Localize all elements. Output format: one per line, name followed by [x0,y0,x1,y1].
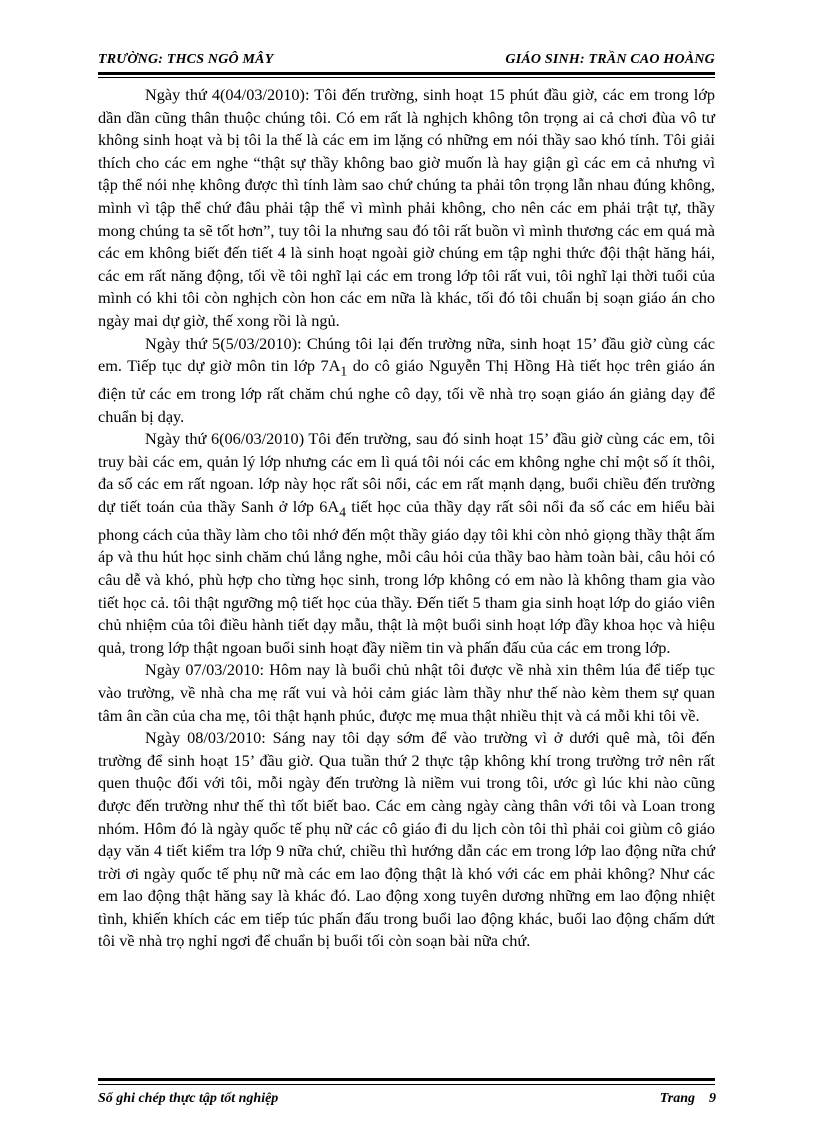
paragraph-text: Ngày 08/03/2010: Sáng nay tôi dạy sớm để vào trường vì ở dưới quê mà, tôi đến trường để sinh hoạt 15’ đầu giờ. Qua tuần thứ 2 thực tập không khí trong trường trở nên rất quen thuộc đối với tôi, mỗi ngày đến trường là niềm vui trong tôi, ước gì lúc khi nào cũng được đến trường như thế thì tốt biết bao. Các em càng ngày càng thân với tôi và Loan trong nhóm. Hôm đó là ngày quốc tế phụ nữ các cô giáo đi du lịch còn tôi thì phải coi giùm cô giáo dạy văn 4 tiết kiểm tra lớp 9 nữa chứ, chiều thì hướng dẫn các em trong lớp lao động nữa chứ trời ơi ngày quốc tế phụ nữ mà các em lao động thật là khó với các em phải không? Như các em lao động thật hăng say là khác đó. Lao động xong tuyên dương những em lao động nhiệt tình, khiến khích các em tiếp túc phấn đấu trong buổi lao động khác, buổi lao động chấm dứt tôi về nhà trọ nghỉ ngơi để chuẩn bị buổi tối còn soạn bài nữa chứ. [98,728,715,951]
footer-rule-thick [98,1078,715,1081]
body-paragraph [98,84,715,333]
page-label: Trang [659,1091,695,1106]
body-paragraph [98,333,715,429]
paragraph-text: do cô giáo Nguyễn Thị Hồng Hà tiết học trên giáo án điện tử các em trong lớp rất chăm chú nghe cô dạy, tối về nhà trọ soạn giáo án giảng dạy để chuẩn bị dạy. [98,356,715,426]
page-number-label [660,1091,716,1107]
paragraph-text: Ngày thứ 5(5/03/2010): Chúng tôi lại đến trường nữa, sinh hoạt 15’ đầu giờ cùng các em. Tiếp tục dự giờ môn tin lớp 7A [98,333,715,376]
footer-title: Sổ ghi chép thực tập tốt nghiệp [98,1091,279,1106]
body-text [98,84,715,953]
header-rule-thin [98,77,715,78]
footer-rule-thin [98,1084,715,1085]
header-student-teacher: GIÁO SINH: TRẦN CAO HOÀNG [505,52,715,67]
paragraph-text: tiết học của thầy dạy rất sôi nổi đa số các em hiểu bài phong cách của thầy làm cho tôi nhớ đến một thầy giáo dạy tôi khi còn nhỏ giọng thầy thật ấm áp và thu hút học sinh chăm chú lắng nghe, mỗi câu hỏi của thầy bao hàm toàn bài, câu hỏi có câu dễ và khó, phù hợp cho từng học sinh, trong lớp không có em nào là không tham gia vào tiết học cả. tôi thật ngưỡng mộ tiết học của thầy. Đến tiết 5 tham gia sinh hoạt lớp do giáo viên chủ nhiệm của tôi điều hành tiết dạy mẫu, thật là một buổi sinh hoạt lớp đầy khoa học và hiệu quả, trong lớp thật ngoan buổi sinh hoạt đầy niềm tin và phấn đấu của các em trong lớp. [98,496,716,657]
paragraph-text: Ngày thứ 4(04/03/2010): Tôi đến trường, sinh hoạt 15 phút đầu giờ, các em trong lớp dần dần cũng thân thuộc chúng tôi. Có em rất là nghịch không tôn trọng ai cả chơi đùa vô tư không sinh hoạt và bị tôi la thế là các em im lặng có những em nói thầy sao khó tính. Tôi giải thích cho các em nghe “thật sự thầy không bao giờ muốn là hay giận gì các em cả nhưng vì tập thể nói nhẹ không được thì tính làm sao chứ chúng ta phải tôn trọng lẫn nhau đúng không, mình vì tập thể chứ đâu phải tập thể vì mình phải không, cho nên các em phải trật tự, thầy mong chúng ta sẽ tốt hơn”, tuy tôi la nhưng sau đó tôi rất buồn vì mình thương các em quá mà các em không biết đến tiết 4 là sinh hoạt ngoài giờ chúng em tập nghi thức đội thật hăng hái, các em rất năng động, tối về tôi nghĩ lại các em trong lớp tôi rất vui, tôi nghĩ lại thời tuổi của mình có khi tôi còn nghịch còn hon các em nữa là khác, tối đó tôi chuẩn bị soạn giáo án cho ngày mai dự giờ, thế xong rồi là ngủ. [98,85,715,330]
paragraph-text: Ngày thứ 6(06/03/2010) Tôi đến trường, sau đó sinh hoạt 15’ đầu giờ cùng các em, tôi truy bài các em, quản lý lớp nhưng các em lì quá tôi nói các em không nghe chỉ một số ít thôi, đa số các em rất ngoan. lớp này học rất sôi nổi, các em rất mạnh dạng, buổi chiều đến trường dự tiết toán của thầy Sanh ở lớp 6A [98,429,715,516]
subscript-text: 4 [339,504,346,520]
subscript-text: 1 [340,363,348,379]
body-paragraph [98,659,715,727]
page-header [98,50,715,72]
body-paragraph [98,727,715,953]
page-number: 9 [709,1091,716,1106]
paragraph-text: Ngày 07/03/2010: Hôm nay là buổi chủ nhật tôi được về nhà xin thêm lúa để tiếp tục vào trường, về nhà cha mẹ rất vui và hỏi cảm giác làm thầy như thế nào kèm them sự quan tâm ân cần của cha mẹ, tôi thật hạnh phúc, được mẹ mua thật nhiều thịt và cá mỗi khi tôi về. [98,660,715,725]
header-school: TRƯỜNG: THCS NGÔ MÂY [98,52,274,67]
body-paragraph [98,428,715,659]
header-rule-thick [98,72,715,75]
